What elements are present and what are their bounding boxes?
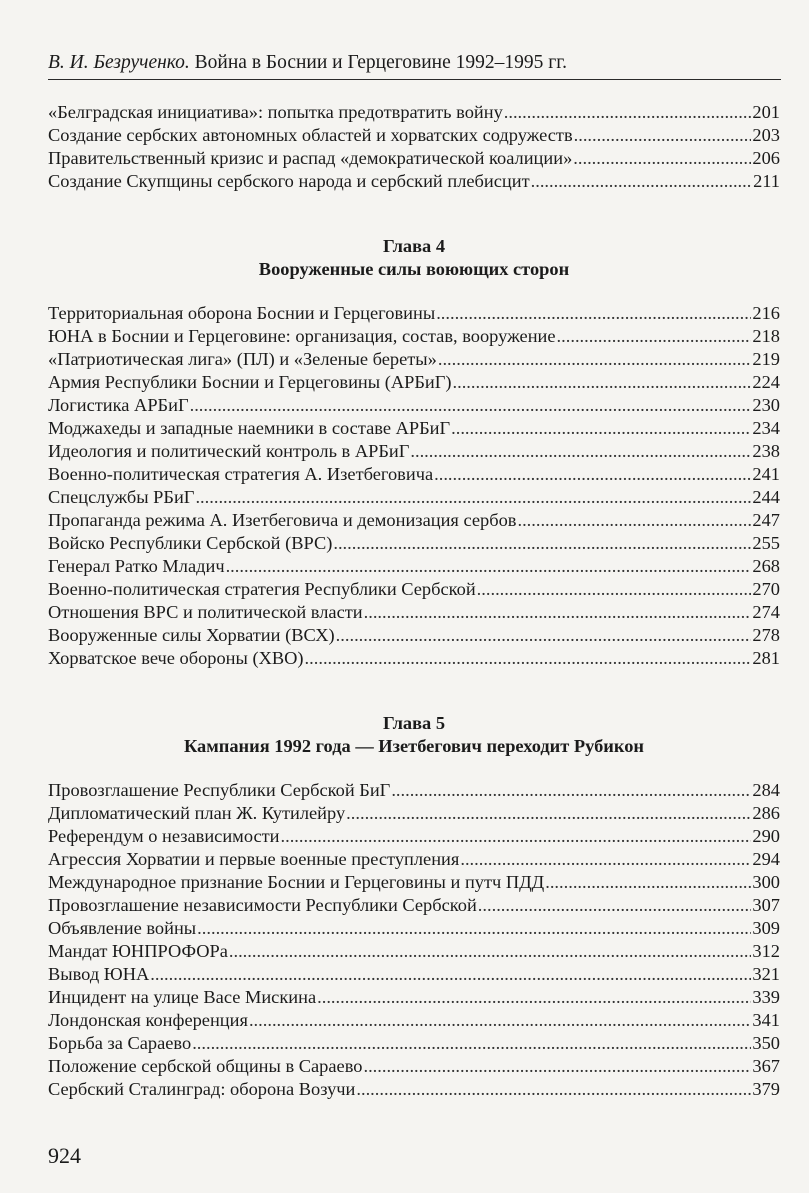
toc-entry-page: 211 — [753, 171, 780, 191]
toc-entry-title: «Патриотическая лига» (ПЛ) и «Зеленые береты» — [48, 349, 437, 369]
running-header — [48, 50, 781, 76]
toc-entry — [48, 147, 780, 170]
toc-entry — [48, 325, 780, 348]
chapter-5-title: Кампания 1992 года — Изетбегович переходит Рубикон — [183, 736, 645, 756]
toc-entry — [48, 825, 780, 848]
dot-leader — [545, 871, 751, 894]
toc-entry — [48, 124, 780, 147]
toc-entry — [48, 509, 780, 532]
toc-entry-page: 278 — [752, 625, 780, 645]
toc-entry-page: 270 — [752, 579, 780, 599]
toc-entry-page: 312 — [752, 941, 780, 961]
toc-entry-title: Армия Республики Боснии и Герцеговины (АРБиГ) — [48, 372, 452, 392]
header-author: В. И. Безрученко. — [48, 52, 190, 73]
toc-entry-title: Агрессия Хорватии и первые военные преступления — [48, 849, 460, 869]
dot-leader — [478, 894, 752, 917]
dot-leader — [190, 394, 752, 417]
toc-entry-title: «Белградская инициатива»: попытка предотвратить войну — [48, 102, 503, 122]
toc-entry-page: 268 — [752, 556, 780, 576]
toc-entry-page: 274 — [752, 602, 780, 622]
toc-entry — [48, 394, 780, 417]
dot-leader — [531, 170, 752, 193]
toc-entry-page: 281 — [752, 648, 780, 668]
dot-leader — [195, 486, 751, 509]
dot-leader — [364, 601, 752, 624]
toc-entry — [48, 101, 780, 124]
toc-entry — [48, 578, 780, 601]
toc-entry — [48, 1055, 780, 1078]
dot-leader — [305, 647, 752, 670]
toc-entry-page: 367 — [752, 1056, 780, 1076]
toc-entry — [48, 440, 780, 463]
dot-leader — [410, 440, 751, 463]
toc-entry — [48, 486, 780, 509]
toc-list-chapter-5 — [48, 779, 780, 1101]
toc-entry-title: Положение сербской общины в Сараево — [48, 1056, 363, 1076]
toc-entry-title: Спецслужбы РБиГ — [48, 487, 195, 507]
toc-entry-page: 286 — [752, 803, 780, 823]
dot-leader — [336, 624, 752, 647]
toc-entry-page: 255 — [752, 533, 780, 553]
dot-leader — [346, 802, 751, 825]
toc-entry — [48, 963, 780, 986]
dot-leader — [192, 1032, 751, 1055]
toc-entry-title: Вооруженные силы Хорватии (ВСХ) — [48, 625, 335, 645]
toc-entry — [48, 802, 780, 825]
chapter-5-number: Глава 5 — [382, 713, 446, 733]
toc-entry-title: Вывод ЮНА — [48, 964, 150, 984]
toc-entry-title: Международное признание Боснии и Герцеговины и путч ПДД — [48, 872, 545, 892]
dot-leader — [391, 779, 751, 802]
dot-leader — [317, 986, 751, 1009]
toc-entry-title: Инцидент на улице Васе Мискина — [48, 987, 317, 1007]
toc-entry-page: 350 — [752, 1033, 780, 1053]
toc-entry-page: 339 — [752, 987, 780, 1007]
toc-entry-page: 321 — [752, 964, 780, 984]
header-book-title: Война в Боснии и Герцеговине 1992–1995 гг. — [194, 52, 567, 73]
toc-list-top — [48, 101, 780, 193]
dot-leader — [460, 848, 751, 871]
toc-entry — [48, 1078, 780, 1101]
table-of-contents — [48, 101, 780, 1101]
toc-entry — [48, 532, 780, 555]
toc-entry-page: 341 — [752, 1010, 780, 1030]
toc-entry-page: 238 — [752, 441, 780, 461]
toc-entry — [48, 348, 780, 371]
dot-leader — [451, 417, 751, 440]
toc-entry — [48, 779, 780, 802]
toc-entry-title: Создание Скупщины сербского народа и сербский плебисцит — [48, 171, 530, 191]
toc-entry-title: Моджахеды и западные наемники в составе АРБиГ — [48, 418, 451, 438]
toc-entry — [48, 940, 780, 963]
toc-entry-page: 379 — [752, 1079, 780, 1099]
toc-entry-page: 307 — [752, 895, 780, 915]
toc-entry-title: Провозглашение Республики Сербской БиГ — [48, 780, 391, 800]
toc-entry — [48, 986, 780, 1009]
dot-leader — [436, 302, 751, 325]
dot-leader — [557, 325, 752, 348]
toc-entry — [48, 647, 780, 670]
chapter-4-title: Вооруженные силы воюющих сторон — [258, 259, 570, 279]
toc-entry-title: Территориальная оборона Боснии и Герцеговины — [48, 303, 436, 323]
dot-leader — [517, 509, 751, 532]
chapter-4-number: Глава 4 — [382, 236, 446, 256]
dot-leader — [434, 463, 751, 486]
header-divider — [48, 79, 781, 80]
toc-entry-page: 241 — [752, 464, 780, 484]
dot-leader — [477, 578, 752, 601]
toc-list-chapter-4 — [48, 302, 780, 670]
dot-leader — [574, 124, 752, 147]
toc-entry — [48, 624, 780, 647]
toc-entry-title: Объявление войны — [48, 918, 197, 938]
toc-entry-page: 219 — [752, 349, 780, 369]
toc-entry — [48, 871, 780, 894]
toc-entry-title: Хорватское вече обороны (ХВО) — [48, 648, 304, 668]
dot-leader — [197, 917, 751, 940]
toc-entry-page: 234 — [752, 418, 780, 438]
toc-entry-title: Референдум о независимости — [48, 826, 280, 846]
toc-entry-page: 284 — [752, 780, 780, 800]
toc-entry-title: Сербский Сталинград: оборона Возучи — [48, 1079, 356, 1099]
dot-leader — [150, 963, 751, 986]
toc-entry — [48, 894, 780, 917]
toc-entry — [48, 848, 780, 871]
toc-entry-title: Борьба за Сараево — [48, 1033, 192, 1053]
toc-entry-page: 216 — [752, 303, 780, 323]
toc-entry-page: 247 — [752, 510, 780, 530]
page-number: 924 — [48, 1143, 81, 1168]
toc-entry-title: Военно-политическая стратегия Республики Сербской — [48, 579, 476, 599]
toc-entry-title: Создание сербских автономных областей и хорватских содружеств — [48, 125, 573, 145]
toc-entry-page: 224 — [752, 372, 780, 392]
toc-entry — [48, 1009, 780, 1032]
toc-entry — [48, 601, 780, 624]
toc-entry-title: Правительственный кризис и распад «демократической коалиции» — [48, 148, 573, 168]
toc-entry-title: Генерал Ратко Младич — [48, 556, 225, 576]
toc-entry-page: 203 — [752, 125, 780, 145]
toc-entry — [48, 555, 780, 578]
toc-entry — [48, 371, 780, 394]
toc-entry — [48, 1032, 780, 1055]
dot-leader — [363, 1055, 751, 1078]
toc-entry-title: Мандат ЮНПРОФОРа — [48, 941, 228, 961]
toc-entry-title: Дипломатический план Ж. Кутилейру — [48, 803, 346, 823]
dot-leader — [453, 371, 752, 394]
toc-entry-title: Лондонская конференция — [48, 1010, 248, 1030]
toc-entry — [48, 417, 780, 440]
toc-entry — [48, 302, 780, 325]
toc-entry-title: Военно-политическая стратегия А. Изетбеговича — [48, 464, 434, 484]
toc-entry-title: Отношения ВРС и политической власти — [48, 602, 363, 622]
toc-entry-title: Логистика АРБиГ — [48, 395, 189, 415]
toc-entry — [48, 917, 780, 940]
dot-leader — [226, 555, 752, 578]
toc-entry-page: 230 — [752, 395, 780, 415]
dot-leader — [249, 1009, 751, 1032]
toc-entry-title: Провозглашение независимости Республики Сербской — [48, 895, 477, 915]
dot-leader — [229, 940, 752, 963]
dot-leader — [438, 348, 752, 371]
toc-entry-title: Войско Республики Сербской (ВРС) — [48, 533, 333, 553]
toc-entry-title: Пропаганда режима А. Изетбеговича и демонизация сербов — [48, 510, 517, 530]
dot-leader — [281, 825, 752, 848]
toc-entry-page: 206 — [752, 148, 780, 168]
toc-entry-page: 294 — [752, 849, 780, 869]
toc-entry-page: 290 — [752, 826, 780, 846]
dot-leader — [573, 147, 751, 170]
toc-entry-page: 244 — [752, 487, 780, 507]
toc-entry-title: ЮНА в Боснии и Герцеговине: организация, состав, вооружение — [48, 326, 556, 346]
toc-entry-title: Идеология и политический контроль в АРБиГ — [48, 441, 410, 461]
dot-leader — [504, 101, 752, 124]
dot-leader — [356, 1078, 751, 1101]
toc-entry-page: 201 — [752, 102, 780, 122]
toc-entry-page: 218 — [752, 326, 780, 346]
toc-entry — [48, 463, 780, 486]
dot-leader — [333, 532, 751, 555]
toc-entry-page: 300 — [752, 872, 780, 892]
toc-entry-page: 309 — [752, 918, 780, 938]
toc-entry — [48, 170, 780, 193]
